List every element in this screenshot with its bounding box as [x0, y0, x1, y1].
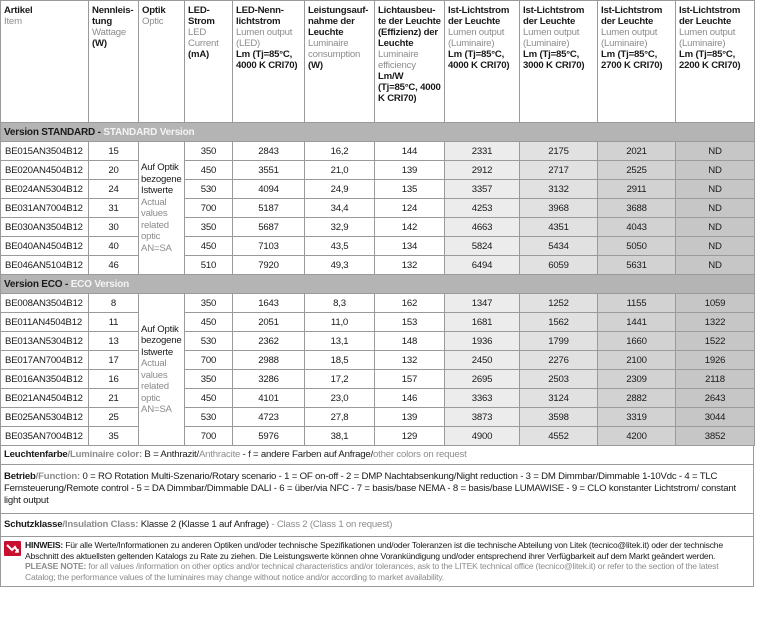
table-row	[1, 332, 755, 351]
column-header-unit: Lm (Tj=85°C, 2200 K CRI70)	[679, 49, 741, 71]
table-cell: 530	[185, 180, 233, 199]
color-text2-de: - f = andere Farben auf Anfrage	[240, 449, 371, 460]
column-header-en: Item	[4, 16, 22, 27]
column-header-en: Optic	[142, 16, 164, 27]
item-code-cell: BE008AN3504B12	[1, 294, 89, 313]
column-header-en: Lumen output (Luminaire)	[523, 27, 580, 49]
column-header-unit: (W)	[308, 60, 323, 71]
table-cell: 4094	[233, 180, 305, 199]
table-cell: 700	[185, 427, 233, 446]
section-title-de: Version ECO	[4, 278, 63, 290]
table-cell: 4552	[520, 427, 598, 446]
table-cell: 4663	[445, 218, 520, 237]
table-cell: 8,3	[305, 294, 375, 313]
table-cell: ND	[676, 142, 755, 161]
table-cell: 530	[185, 332, 233, 351]
table-cell: 2717	[520, 161, 598, 180]
table-body	[1, 123, 755, 446]
column-header	[375, 1, 445, 123]
table-cell: 3124	[520, 389, 598, 408]
table-cell: 3873	[445, 408, 520, 427]
table-cell: 5434	[520, 237, 598, 256]
section-header-row	[1, 275, 755, 294]
warning-icon	[4, 541, 21, 556]
table-cell: 162	[375, 294, 445, 313]
table-cell: ND	[676, 161, 755, 180]
item-code-cell: BE013AN5304B12	[1, 332, 89, 351]
item-code-cell: BE031AN7004B12	[1, 199, 89, 218]
table-cell: 2100	[598, 351, 676, 370]
optic-note-cell	[139, 142, 185, 275]
table-cell: 7920	[233, 256, 305, 275]
table-row	[1, 294, 755, 313]
table-cell: 2988	[233, 351, 305, 370]
warning-text-en: for all values /information on other optics and/or technical characteristics and/or tolerances, ask to the LITEK technical office (tecnico@litek.it) or refer to the section of the latest Catalog; the performance values of the luminaires may change without notice and/or according to market availability.	[25, 561, 719, 582]
table-cell: 17	[89, 351, 139, 370]
item-code-cell: BE015AN3504B12	[1, 142, 89, 161]
table-cell: 700	[185, 199, 233, 218]
function-label-en: Function:	[38, 471, 81, 482]
table-cell: 1441	[598, 313, 676, 332]
table-cell: 124	[375, 199, 445, 218]
table-cell: 157	[375, 370, 445, 389]
table-cell: 2643	[676, 389, 755, 408]
item-code-cell: BE011AN4504B12	[1, 313, 89, 332]
table-cell: 24	[89, 180, 139, 199]
item-code-cell: BE021AN4504B12	[1, 389, 89, 408]
table-cell: 2331	[445, 142, 520, 161]
table-cell: 27,8	[305, 408, 375, 427]
column-header-de: Ist-Lichtstrom der Leuchte	[601, 5, 663, 27]
column-header-en: Luminaire efficiency	[378, 49, 419, 71]
table-cell: 46	[89, 256, 139, 275]
table-cell: 3688	[598, 199, 676, 218]
table-cell: 3357	[445, 180, 520, 199]
table-cell: 4043	[598, 218, 676, 237]
table-cell: 49,3	[305, 256, 375, 275]
table-cell: 1681	[445, 313, 520, 332]
table-cell: 1562	[520, 313, 598, 332]
item-code-cell: BE030AN3504B12	[1, 218, 89, 237]
color-text-en: Anthracite	[198, 449, 241, 460]
table-cell: 1059	[676, 294, 755, 313]
table-cell: 450	[185, 237, 233, 256]
table-cell: 144	[375, 142, 445, 161]
table-cell: 2362	[233, 332, 305, 351]
section-header-row	[1, 123, 755, 142]
table-cell: 2051	[233, 313, 305, 332]
table-cell: 6059	[520, 256, 598, 275]
column-header-unit: Lm (Tj=85°C, 2700 K CRI70)	[601, 49, 663, 71]
item-code-cell: BE016AN3504B12	[1, 370, 89, 389]
insulation-class-note: Schutzklasse/Insulation Class: Klasse 2 (Klasse 1 auf Anfrage) - Class 2 (Class 1 on request)	[0, 514, 754, 537]
disclaimer-note	[0, 537, 754, 587]
table-cell: 350	[185, 370, 233, 389]
table-cell: 31	[89, 199, 139, 218]
column-header	[445, 1, 520, 123]
column-header-en: Lumen output (LED)	[236, 27, 293, 49]
table-cell: 2175	[520, 142, 598, 161]
table-cell: 17,2	[305, 370, 375, 389]
column-header-de: Ist-Lichtstrom der Leuchte	[448, 5, 510, 27]
optic-note-cell	[139, 294, 185, 446]
column-header-unit: Lm/W (Tj=85°C, 4000 K CRI70)	[378, 71, 441, 104]
table-cell: 2503	[520, 370, 598, 389]
luminaire-color-note: Leuchtenfarbe/Luminaire color: B = Anthrazit/Anthracite - f = andere Farben auf Anfrage/other colors on request	[0, 446, 754, 465]
section-title	[1, 275, 755, 294]
column-header-unit: Lm (Tj=85°C, 4000 K CRI70)	[236, 49, 298, 71]
column-header	[139, 1, 185, 123]
table-row	[1, 408, 755, 427]
optic-note-de: Auf Optik bezogene Istwerte	[141, 162, 182, 196]
optic-note-de: Auf Optik bezogene Istwerte	[141, 323, 182, 358]
table-cell: ND	[676, 199, 755, 218]
table-cell: 11	[89, 313, 139, 332]
table-cell: 3968	[520, 199, 598, 218]
table-cell: 24,9	[305, 180, 375, 199]
table-row	[1, 161, 755, 180]
table-cell: 139	[375, 161, 445, 180]
table-cell: 132	[375, 351, 445, 370]
table-cell: 20	[89, 161, 139, 180]
table-cell: 4253	[445, 199, 520, 218]
table-cell: 35	[89, 427, 139, 446]
class-label-de: Schutzklasse	[4, 519, 63, 530]
column-header	[233, 1, 305, 123]
table-cell: 510	[185, 256, 233, 275]
table-cell: ND	[676, 237, 755, 256]
column-header-en: Wattage	[92, 27, 126, 38]
table-cell: 4900	[445, 427, 520, 446]
column-header-de: LED-Strom	[188, 5, 215, 27]
table-cell: 1643	[233, 294, 305, 313]
table-row	[1, 256, 755, 275]
color-label-en: Luminaire color:	[69, 449, 142, 460]
table-cell: 40	[89, 237, 139, 256]
section-title-de: Version STANDARD	[4, 126, 96, 138]
column-header-unit: Lm (Tj=85°C, 4000 K CRI70)	[448, 49, 510, 71]
table-cell: 350	[185, 218, 233, 237]
table-cell: 34,4	[305, 199, 375, 218]
item-code-cell: BE017AN7004B12	[1, 351, 89, 370]
table-cell: 16,2	[305, 142, 375, 161]
table-cell: 129	[375, 427, 445, 446]
table-cell: 1522	[676, 332, 755, 351]
table-row	[1, 427, 755, 446]
table-cell: 11,0	[305, 313, 375, 332]
table-cell: 7103	[233, 237, 305, 256]
color-text-de: B = Anthrazit	[144, 449, 197, 460]
table-cell: 5976	[233, 427, 305, 446]
table-cell: 1660	[598, 332, 676, 351]
item-code-cell: BE046AN5104B12	[1, 256, 89, 275]
table-row	[1, 218, 755, 237]
table-cell: 5187	[233, 199, 305, 218]
table-cell: 2843	[233, 142, 305, 161]
column-header	[598, 1, 676, 123]
section-title	[1, 123, 755, 142]
class-text-en: - Class 2 (Class 1 on request)	[268, 519, 393, 530]
item-code-cell: BE020AN4504B12	[1, 161, 89, 180]
table-cell: 450	[185, 313, 233, 332]
table-cell: 16	[89, 370, 139, 389]
table-cell: 1799	[520, 332, 598, 351]
table-cell: 450	[185, 389, 233, 408]
table-cell: 15	[89, 142, 139, 161]
table-cell: 350	[185, 294, 233, 313]
table-cell: 3551	[233, 161, 305, 180]
column-header-de: LED-Nenn-lichtstrom	[236, 5, 284, 27]
item-code-cell: BE035AN7004B12	[1, 427, 89, 446]
table-cell: 1322	[676, 313, 755, 332]
table-cell: 2450	[445, 351, 520, 370]
color-text2-en: other colors on request	[373, 449, 467, 460]
column-header	[676, 1, 755, 123]
column-header-de: Ist-Lichtstrom der Leuchte	[679, 5, 741, 27]
table-cell: 3852	[676, 427, 755, 446]
section-title-separator: -	[95, 126, 104, 138]
table-cell: 1347	[445, 294, 520, 313]
class-text-de: Klasse 2 (Klasse 1 auf Anfrage)	[140, 519, 269, 530]
table-row	[1, 370, 755, 389]
table-cell: 25	[89, 408, 139, 427]
column-header-en: Lumen output (Luminaire)	[601, 27, 658, 49]
table-cell: 21,0	[305, 161, 375, 180]
table-row	[1, 351, 755, 370]
table-cell: 21	[89, 389, 139, 408]
table-cell: 142	[375, 218, 445, 237]
table-cell: ND	[676, 256, 755, 275]
table-cell: 134	[375, 237, 445, 256]
column-header-de: Ist-Lichtstrom der Leuchte	[523, 5, 585, 27]
table-cell: 2911	[598, 180, 676, 199]
table-row	[1, 237, 755, 256]
table-cell: 139	[375, 408, 445, 427]
table-cell: 4351	[520, 218, 598, 237]
table-header-row	[1, 1, 755, 123]
warning-text-de: Für alle Werte/Informationen zu anderen Optiken und/oder technische Spezifikationen und/oder Toleranzen ist die technische Abteilung von Litek (tecnico@litek.it) oder der technische Abschnitt des aktuellsten geltenden Katalogs zu Rate zu ziehen. Die Leistungswerte können ohne Vorankündigung und/oder entsprechend ihrer Verfügbarkeit auf dem Markt geändert werden.	[25, 540, 723, 561]
table-cell: 3132	[520, 180, 598, 199]
section-title-separator: -	[62, 278, 71, 290]
warning-label-de: HINWEIS:	[25, 540, 64, 550]
column-header-en: Lumen output (Luminaire)	[679, 27, 736, 49]
table-cell: 700	[185, 351, 233, 370]
column-header-unit: (mA)	[188, 49, 210, 60]
column-header-en: LED Current	[188, 27, 219, 49]
table-cell: 2309	[598, 370, 676, 389]
optic-note-en: Actual values related optic AN=SA	[141, 358, 172, 415]
table-cell: 1926	[676, 351, 755, 370]
function-text: 0 = RO Rotation Multi-Szenario/Rotary scenario - 1 = OF on-off - 2 = DMP Nachtabsenkung/Night reduction - 3 = DM Dimmbar/Dimmable 1-10Vdc - 4 = TLC Fernsteuerung/Remote control - 5 = DA Dimmbar/Dimmable DALI - 6 = über/via NFC - 7 = basis/base NEMA - 8 = basis/base LUMAWISE - 9 = CLO konstanter Lichtstrom/ constant light output	[4, 471, 736, 506]
table-cell: 5824	[445, 237, 520, 256]
table-cell: 530	[185, 408, 233, 427]
column-header	[89, 1, 139, 123]
column-header-en: Lumen output (Luminaire)	[448, 27, 505, 49]
function-label-de: Betrieb	[4, 471, 36, 482]
table-cell: 4101	[233, 389, 305, 408]
table-cell: ND	[676, 218, 755, 237]
class-label-en: Insulation Class:	[64, 519, 139, 530]
table-cell: 23,0	[305, 389, 375, 408]
column-header-en: Luminaire consumption	[308, 38, 361, 60]
table-row	[1, 389, 755, 408]
table-cell: 2695	[445, 370, 520, 389]
table-cell: 450	[185, 161, 233, 180]
table-cell: 3363	[445, 389, 520, 408]
table-cell: 3598	[520, 408, 598, 427]
item-code-cell: BE025AN5304B12	[1, 408, 89, 427]
column-header-de: Nennleis-tung	[92, 5, 134, 27]
table-cell: 148	[375, 332, 445, 351]
table-cell: 2882	[598, 389, 676, 408]
column-header	[305, 1, 375, 123]
table-cell: 2276	[520, 351, 598, 370]
table-cell: 5050	[598, 237, 676, 256]
column-header-de: Optik	[142, 5, 166, 16]
table-cell: 30	[89, 218, 139, 237]
column-header-de: Artikel	[4, 5, 33, 16]
item-code-cell: BE040AN4504B12	[1, 237, 89, 256]
table-cell: 1936	[445, 332, 520, 351]
table-cell: 8	[89, 294, 139, 313]
warning-label-en: PLEASE NOTE:	[25, 561, 87, 571]
function-note: Betrieb/Function: 0 = RO Rotation Multi-Szenario/Rotary scenario - 1 = OF on-off - 2 = DMP Nachtabsenkung/Night reduction - 3 = DM Dimmbar/Dimmable 1-10Vdc - 4 = TLC Fernsteuerung/Remote control - 5 = DA Dimmbar/Dimmable DALI - 6 = über/via NFC - 7 = basis/base NEMA - 8 = basis/base LUMAWISE - 9 = CLO konstanter Lichtstrom/ constant light output	[0, 465, 754, 514]
column-header	[1, 1, 89, 123]
table-cell: 5687	[233, 218, 305, 237]
table-cell: 18,5	[305, 351, 375, 370]
column-header-unit: Lm (Tj=85°C, 3000 K CRI70)	[523, 49, 585, 71]
table-cell: 146	[375, 389, 445, 408]
table-cell: 4200	[598, 427, 676, 446]
table-cell: 1252	[520, 294, 598, 313]
table-cell: 3319	[598, 408, 676, 427]
table-row	[1, 313, 755, 332]
table-cell: 6494	[445, 256, 520, 275]
item-code-cell: BE024AN5304B12	[1, 180, 89, 199]
column-header	[185, 1, 233, 123]
table-cell: 13,1	[305, 332, 375, 351]
table-cell: 43,5	[305, 237, 375, 256]
column-header-unit: (W)	[92, 38, 107, 49]
table-row	[1, 199, 755, 218]
table-cell: 32,9	[305, 218, 375, 237]
table-cell: 2118	[676, 370, 755, 389]
table-cell: 153	[375, 313, 445, 332]
column-header	[520, 1, 598, 123]
table-cell: 2525	[598, 161, 676, 180]
column-header-de: Leistungsauf-nahme der Leuchte	[308, 5, 369, 38]
table-row	[1, 180, 755, 199]
table-row	[1, 142, 755, 161]
table-cell: 135	[375, 180, 445, 199]
table-cell: 2021	[598, 142, 676, 161]
table-cell: 13	[89, 332, 139, 351]
optic-note-en: Actual values related optic AN=SA	[141, 196, 172, 254]
table-cell: 4723	[233, 408, 305, 427]
table-cell: 3044	[676, 408, 755, 427]
table-cell: 2912	[445, 161, 520, 180]
section-title-en: STANDARD Version	[103, 126, 195, 138]
table-cell: 38,1	[305, 427, 375, 446]
table-cell: 5631	[598, 256, 676, 275]
column-header-de: Lichtausbeu-te der Leuchte (Effizienz) der Leuchte	[378, 5, 441, 49]
table-cell: 132	[375, 256, 445, 275]
table-cell: 350	[185, 142, 233, 161]
table-cell: ND	[676, 180, 755, 199]
table-cell: 1155	[598, 294, 676, 313]
table-cell: 3286	[233, 370, 305, 389]
section-title-en: ECO Version	[70, 278, 130, 290]
color-label-de: Leuchtenfarbe	[4, 449, 68, 460]
